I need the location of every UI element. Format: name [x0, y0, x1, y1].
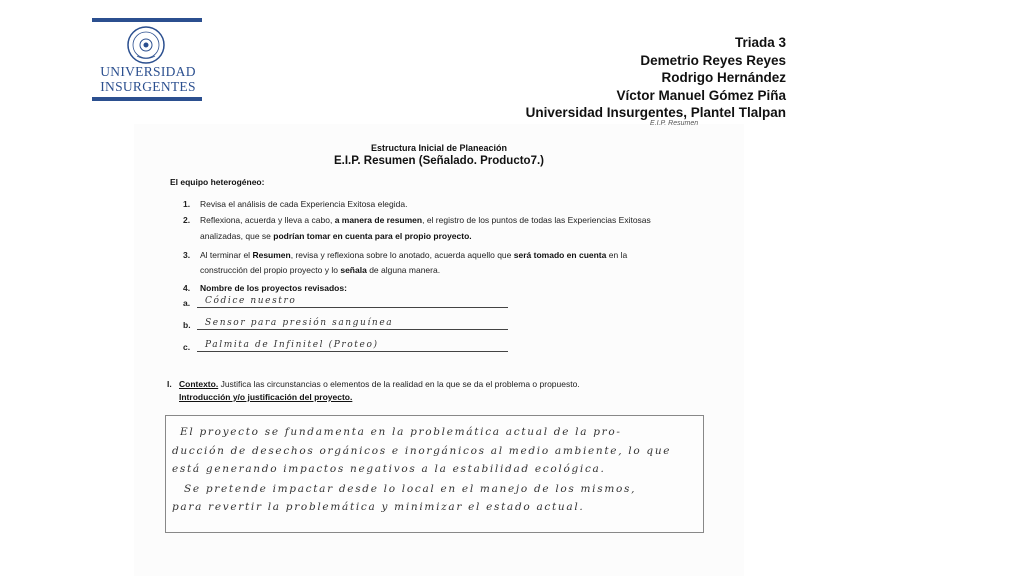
handwritten-line: está generando impactos negativos a la estabilidad ecológica.	[172, 463, 606, 475]
author-name: Demetrio Reyes Reyes	[640, 52, 786, 68]
team-heading: El equipo heterogéneo:	[170, 177, 265, 187]
project-letter: c.	[183, 342, 191, 352]
document-title: Estructura Inicial de Planeación	[370, 143, 508, 153]
author-block	[526, 34, 786, 122]
logo-bottom-bar	[92, 97, 202, 101]
context-heading: Contexto. Justifica las circunstancias o elementos de la realidad en la que se da el problema o propuesto.	[179, 379, 580, 389]
item-3-text: Al terminar el Resumen, revisa y reflexiona sobre lo anotado, acuerda aquello que será tomado en cuenta en la	[200, 250, 628, 260]
handwritten-answer-box	[165, 415, 704, 533]
logo-top-bar	[92, 18, 202, 22]
author-name: Víctor Manuel Gómez Piña	[616, 87, 786, 103]
item-number: 2.	[183, 215, 191, 225]
item-number: 4.	[183, 283, 191, 293]
project-line	[197, 351, 508, 352]
project-line	[197, 329, 508, 330]
project-a-handwritten: Códice nuestro	[205, 296, 297, 306]
item-1-text: Revisa el análisis de cada Experiencia Exitosa elegida.	[200, 199, 408, 209]
handwritten-line: Se pretende impactar desde lo local en el manejo de los mismos,	[184, 483, 637, 495]
logo-name-line2: INSURGENTES	[100, 79, 196, 94]
context-subheading: Introducción y/o justificación del proyecto.	[179, 392, 353, 402]
project-b-handwritten: Sensor para presión sanguínea	[205, 318, 394, 328]
handwritten-line: El proyecto se fundamenta en la problemática actual de la pro-	[180, 426, 622, 438]
university-logo	[92, 18, 204, 104]
document-subtitle: E.I.P. Resumen (Señalado. Producto7.)	[333, 155, 545, 167]
handwritten-line: ducción de desechos orgánicos e inorgánicos al medio ambiente, lo que	[172, 445, 672, 457]
project-c-handwritten: Palmita de Infinitel (Proteo)	[205, 340, 379, 350]
item-number: 1.	[183, 199, 191, 209]
university-seal-icon	[123, 26, 169, 66]
project-letter: b.	[183, 320, 191, 330]
author-name: Rodrigo Hernández	[661, 70, 786, 85]
item-2-text: Reflexiona, acuerda y lleva a cabo, a manera de resumen, el registro de los puntos de todas las Experiencias Exitosas	[200, 215, 651, 225]
project-line	[197, 307, 508, 308]
document-tag: E.I.P. Resumen	[650, 120, 699, 127]
item-number: 3.	[183, 250, 191, 260]
team-label: Triada 3	[734, 35, 786, 50]
project-letter: a.	[183, 298, 191, 308]
item-2-text-continued: analizadas, que se podrían tomar en cuenta para el propio proyecto.	[200, 231, 472, 241]
section-number: I.	[167, 379, 172, 389]
item-4-text: Nombre de los proyectos revisados:	[200, 283, 347, 293]
handwritten-line: para revertir la problemática y minimizar el estado actual.	[172, 501, 585, 513]
logo-name-line1: UNIVERSIDAD	[100, 64, 196, 79]
campus-name: Universidad Insurgentes, Plantel Tlalpan	[525, 105, 786, 120]
item-3-text-continued: construcción del propio proyecto y lo señala de alguna manera.	[200, 265, 441, 275]
